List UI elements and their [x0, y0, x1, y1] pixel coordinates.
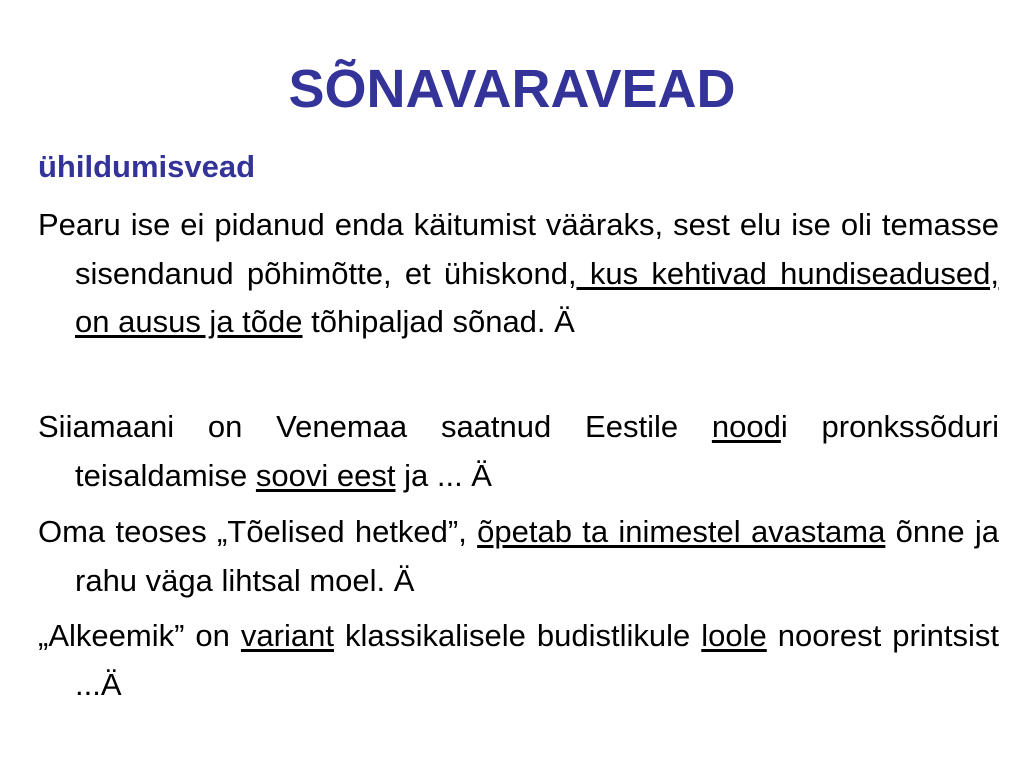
text-segment: Siiamaani on Venemaa saatnud Eestile [38, 409, 712, 444]
text-segment: i pronkssõduri teisaldamise [75, 409, 999, 493]
underlined-segment: variant [240, 618, 334, 653]
section-subtitle: ühildumisvead [38, 149, 256, 184]
text-segment: Oma teoses „Tõelised hetked”, [38, 514, 478, 549]
text-segment: noorest printsist ...Ä [75, 618, 1000, 702]
example-paragraph [38, 201, 999, 347]
text-segment: ja ... Ä [395, 457, 492, 493]
underlined-segment: õpetab ta inimestel avastama [477, 514, 886, 549]
text-segment: Pearu ise ei pidanud enda käitumist vääraks, sest elu ise oli temasse sisendanud põhimõtte, et ühiskond [38, 207, 999, 291]
underlined-segment: nood [711, 409, 781, 444]
underlined-segment: , kus kehtivad hundiseadused, on ausus ja tõde [75, 255, 1000, 339]
text-segment: „Alkeemik” on [38, 618, 241, 653]
example-paragraph [38, 508, 999, 605]
text-segment: klassikalisele budistlikule [333, 618, 702, 653]
underlined-segment: soovi eest [255, 457, 396, 493]
example-paragraph [38, 612, 999, 709]
underlined-segment: loole [701, 618, 767, 653]
text-segment: tõhipaljad sõnad. Ä [302, 304, 575, 339]
text-segment: õnne ja rahu väga lihtsal moel. Ä [75, 514, 999, 598]
slide-title: SÕNAVARAVEAD [288, 59, 736, 119]
example-paragraph [38, 403, 999, 500]
